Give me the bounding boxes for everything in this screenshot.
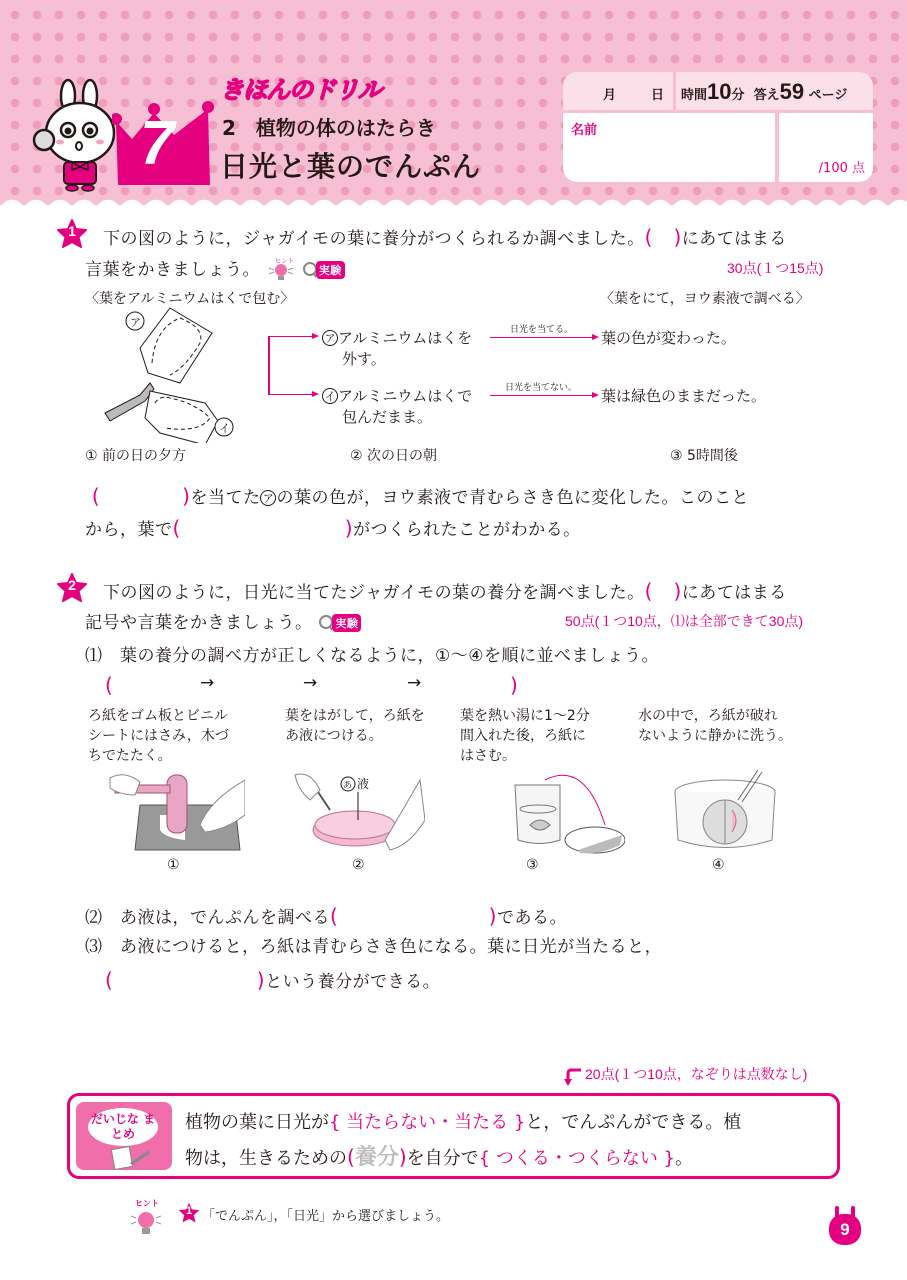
branch-i-line bbox=[268, 394, 313, 395]
answer-blank-1[interactable]: ( ) bbox=[85, 484, 191, 508]
summary-score: 20点(１つ10点，なぞりは点数なし) bbox=[585, 1066, 808, 1082]
notes-pencil-icon bbox=[111, 1146, 151, 1170]
dish-solution-illustration bbox=[290, 770, 425, 855]
foil-wrapped-leaves-illustration bbox=[100, 303, 240, 443]
branch-a-text: ア アルミニウムはくを bbox=[322, 327, 472, 348]
svg-text:ヒント: ヒント bbox=[274, 258, 295, 265]
washing-bowl-illustration bbox=[670, 770, 780, 855]
time-unit: 分 bbox=[731, 88, 745, 103]
experiment-tag: 実験 bbox=[316, 261, 345, 279]
branch-a-arrow bbox=[490, 337, 593, 338]
choice-make[interactable]: { つくる・つくらない } bbox=[478, 1148, 675, 1169]
q1-instruction-line2: 言葉をかきましょう。 ヒント 実験 bbox=[85, 255, 345, 282]
summary-box bbox=[67, 1093, 840, 1179]
q2-sub2: ⑵ あ液は，でんぷんを調べる( )である。 bbox=[85, 904, 567, 928]
arrow-right-icon bbox=[312, 391, 319, 397]
mallet-tapping-illustration bbox=[105, 770, 245, 855]
step-4-description: 水の中で，ろ紙が破れ ないように静かに洗う。 bbox=[638, 708, 792, 744]
series-title: きほんのドリル bbox=[220, 76, 381, 104]
step-1-description: ろ紙をゴム板とビニル シートにはさみ，木づ ちでたたく。 bbox=[88, 708, 229, 764]
answer-blank-4[interactable]: ( ) bbox=[105, 968, 266, 992]
branch-bracket bbox=[268, 336, 270, 394]
answer-label: 答え bbox=[753, 88, 780, 103]
step-label-2: ② 次の日の朝 bbox=[350, 448, 438, 464]
magnifier-icon bbox=[318, 612, 332, 634]
score-label: /100 点 bbox=[818, 161, 865, 176]
magnifier-icon bbox=[302, 259, 316, 281]
q1-answer-line2: から，葉で( )がつくられたことがわかる。 bbox=[85, 516, 581, 540]
summary-badge bbox=[76, 1102, 172, 1170]
branch-i-arrow-label: 日光を当てない。 bbox=[505, 383, 578, 393]
svg-text:液: 液 bbox=[357, 777, 370, 791]
arrow-1: → bbox=[200, 673, 215, 693]
header-wave-border bbox=[0, 192, 907, 212]
time-answer-info bbox=[681, 79, 847, 105]
svg-text:ア: ア bbox=[130, 316, 141, 329]
trace-word[interactable]: 養分 bbox=[354, 1145, 399, 1170]
branch-a-line bbox=[268, 336, 313, 337]
unit-number: 7 bbox=[140, 109, 175, 178]
time-label: 時間 bbox=[681, 88, 708, 103]
date-field[interactable] bbox=[563, 72, 671, 110]
order-paren-open: ( bbox=[105, 673, 114, 697]
divider bbox=[673, 72, 676, 110]
step-label-3: ③ 5時間後 bbox=[670, 448, 738, 464]
figure-label-1: ① bbox=[167, 857, 180, 873]
q2-score: 50点(１つ10点，⑴は全部できて30点) bbox=[565, 613, 804, 629]
info-panel bbox=[563, 72, 873, 182]
arrow-3: → bbox=[407, 673, 422, 693]
arrow-down-icon bbox=[563, 1065, 583, 1087]
step-2-description: 葉をはがして，ろ紙を あ液につける。 bbox=[285, 708, 425, 744]
step-3-description: 葉を熱い湯に1～2分 間入れた後，ろ紙に はさむ。 bbox=[460, 708, 590, 764]
summary-line-1: 植物の葉に日光が{ 当たらない・当たる }と，でんぷんができる。植 bbox=[185, 1112, 742, 1133]
q1-caption-left: 〈葉をアルミニウムはくで包む〉 bbox=[85, 291, 295, 307]
q2-instruction-line2: 記号や言葉をかきましょう。 実験 bbox=[85, 608, 361, 634]
hint-text: 「でんぷん」，「日光」から選びましょう。 bbox=[202, 1209, 450, 1224]
arrow-2: → bbox=[303, 673, 318, 693]
arrow-right-icon bbox=[592, 334, 599, 340]
arrow-right-icon bbox=[312, 333, 319, 339]
svg-text:あ: あ bbox=[343, 781, 353, 791]
q2-sub1: ⑴ 葉の養分の調べ方が正しくなるように，①～④を順に並べましょう。 bbox=[85, 646, 659, 666]
q2-sub3-line1: ⑶ あ液につけると，ろ紙は青むらさき色になる。葉に日光が当たると， bbox=[85, 937, 663, 957]
q2-instruction-line1: 下の図のように，日光に当てたジャガイモの葉の養分を調べました。( )にあてはまる bbox=[103, 579, 787, 603]
q2-sub3-line2: ( )という養分ができる。 bbox=[105, 968, 441, 992]
choice-sunlight[interactable]: { 当たらない・当たる } bbox=[329, 1112, 526, 1133]
arrow-right-icon bbox=[592, 392, 599, 398]
hint-star-icon: 1 bbox=[178, 1202, 200, 1224]
summary-badge-label: だいじな まとめ bbox=[88, 1108, 158, 1146]
branch-i-text-2: 包んだまま。 bbox=[342, 408, 433, 426]
svg-text:イ: イ bbox=[219, 422, 230, 435]
answer-blank-2[interactable]: ( ) bbox=[172, 516, 354, 540]
question-1-number: 1 bbox=[68, 223, 76, 239]
summary-line-2: 物は，生きるための(養分)を自分で{ つくる・つくらない }。 bbox=[185, 1145, 693, 1170]
experiment-tag: 実験 bbox=[332, 614, 361, 632]
branch-i-arrow bbox=[490, 395, 593, 396]
answer-page: 59 bbox=[779, 79, 805, 104]
question-1-star-icon bbox=[57, 219, 87, 249]
hint-bulb-icon bbox=[266, 258, 296, 282]
beaker-hot-water-illustration bbox=[510, 765, 625, 855]
unit-subtitle: 2 植物の体のはたらき bbox=[222, 116, 436, 140]
branch-i-result: 葉は緑色のままだった。 bbox=[601, 387, 767, 405]
question-2-star-icon bbox=[57, 573, 87, 603]
q1-score: 30点(１つ15点) bbox=[727, 260, 824, 276]
time-value: 10 bbox=[707, 79, 732, 104]
question-2-number: 2 bbox=[68, 577, 76, 593]
step-label-1: ① 前の日の夕方 bbox=[85, 448, 187, 464]
figure-label-3: ③ bbox=[526, 857, 539, 873]
q1-answer-line1: ( )を当てた ア の葉の色が，ヨウ素液で青むらさき色に変化した。このこと bbox=[85, 484, 749, 508]
figure-label-4: ④ bbox=[712, 857, 725, 873]
figure-label-2: ② bbox=[352, 857, 365, 873]
answer-unit: ページ bbox=[808, 88, 848, 103]
page-title: 日光と葉のでんぷん bbox=[220, 150, 482, 183]
branch-a-result: 葉の色が変わった。 bbox=[601, 329, 736, 347]
hint-bulb-icon bbox=[130, 1198, 162, 1238]
name-field[interactable] bbox=[563, 113, 775, 182]
q1-caption-right: 〈葉をにて，ヨウ素液で調べる〉 bbox=[600, 291, 810, 307]
score-field[interactable] bbox=[779, 113, 873, 182]
day-label: 日 bbox=[651, 88, 665, 103]
q1-instruction-line1: 下の図のように，ジャガイモの葉に養分がつくられるか調べました。( )にあてはまる bbox=[103, 225, 787, 249]
month-label: 月 bbox=[603, 88, 617, 103]
branch-i-text: イ アルミニウムはくで bbox=[322, 385, 472, 406]
order-paren-close: ) bbox=[510, 673, 519, 697]
branch-a-text-2: 外す。 bbox=[342, 350, 386, 368]
branch-a-arrow-label: 日光を当てる。 bbox=[510, 325, 574, 335]
svg-text:ヒント: ヒント bbox=[135, 1199, 159, 1208]
answer-blank-3[interactable]: ( ) bbox=[330, 904, 497, 928]
page-number: 9 bbox=[840, 1220, 850, 1239]
name-label: 名前 bbox=[571, 123, 598, 138]
